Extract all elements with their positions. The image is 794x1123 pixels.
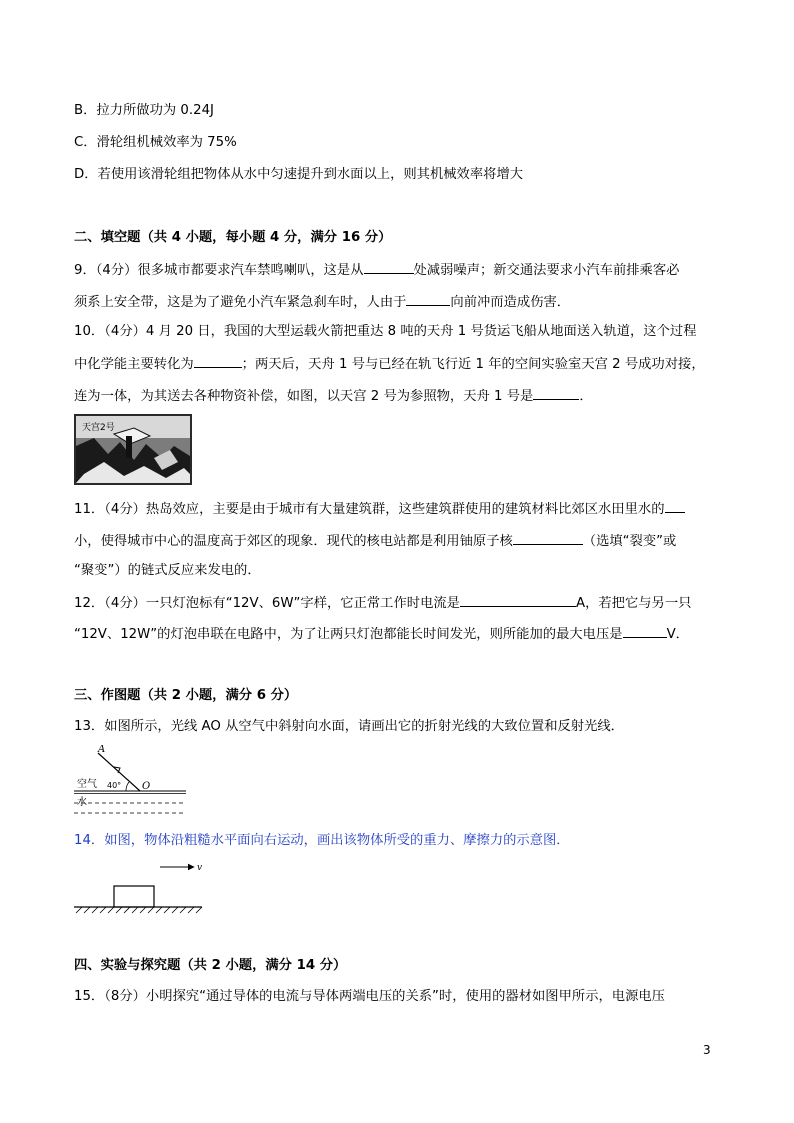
q11-line1 bbox=[74, 498, 685, 520]
section2-heading: 二、填空题（共 4 小题，每小题 4 分，满分 16 分） bbox=[74, 230, 392, 245]
q11-line3: “聚变”）的链式反应来发电的． bbox=[74, 563, 261, 578]
q11-blank-2 bbox=[513, 530, 583, 545]
point-o-label: O bbox=[142, 781, 151, 792]
option-c: C．滑轮组机械效率为 75% bbox=[74, 135, 237, 150]
q15-text: 15．（8分）小明探究“通过导体的电流与导体两端电压的关系”时，使用的器材如图甲所示，电源电压 bbox=[74, 989, 665, 1004]
q11-line2 bbox=[74, 530, 676, 552]
q13-text: 13．如图所示，光线 AO 从空气中斜射向水面，请画出它的折射光线的大致位置和反射光线． bbox=[74, 719, 624, 734]
q13-figure bbox=[74, 745, 186, 817]
arrow-right-icon bbox=[188, 864, 194, 870]
q12-text-d: V． bbox=[666, 627, 689, 642]
q10-line3 bbox=[74, 385, 593, 407]
page-number: 3 bbox=[703, 1043, 711, 1057]
q10-line1: 10．（4分）4 月 20 日，我国的大型运载火箭把重达 8 吨的天舟 1 号货运飞船从地面送入轨道，这个过程 bbox=[74, 324, 697, 339]
q9-blank-1 bbox=[364, 259, 414, 274]
q10-blank-2 bbox=[533, 385, 579, 400]
q11-blank-1 bbox=[665, 498, 685, 513]
option-b: B．拉力所做功为 0.24J bbox=[74, 103, 214, 118]
velocity-label: v bbox=[197, 863, 203, 873]
option-d: D．若使用该滑轮组把物体从水中匀速提升到水面以上，则其机械效率将增大 bbox=[74, 167, 524, 182]
water-label: 水 bbox=[77, 797, 87, 808]
block bbox=[114, 886, 154, 907]
q10-text-d: ． bbox=[579, 389, 593, 404]
q9-text-b: 处减弱噪声；新交通法要求小汽车前排乘客必 bbox=[413, 263, 680, 278]
q10-text-c: 连为一体，为其送去各种物资补偿，如图，以天宫 2 号为参照物，天舟 1 号是 bbox=[74, 389, 534, 404]
q12-line2 bbox=[74, 623, 689, 645]
q9-line1 bbox=[74, 259, 679, 281]
angle-arc bbox=[126, 782, 129, 791]
q12-text-b: A，若把它与另一只 bbox=[575, 596, 692, 611]
q9-text-d: 向前冲而造成伤害． bbox=[450, 295, 571, 310]
ground-hatch bbox=[76, 907, 202, 913]
q12-line1 bbox=[74, 592, 691, 614]
q14-figure bbox=[74, 857, 204, 915]
q11-text-b: 小，使得城市中心的温度高于郊区的现象．现代的核电站都是利用铀原子核 bbox=[74, 534, 513, 549]
air-label: 空气 bbox=[77, 779, 97, 790]
q10-blank-1 bbox=[194, 353, 242, 368]
q10-line2 bbox=[74, 353, 705, 375]
tiangong-label: 天宫2号 bbox=[82, 423, 115, 433]
q12-blank-2 bbox=[623, 623, 667, 638]
light-refraction-diagram bbox=[74, 745, 186, 817]
q11-text-c: （选填“裂变”或 bbox=[582, 534, 677, 549]
spacecraft-photo-icon bbox=[74, 414, 192, 485]
section3-heading: 三、作图题（共 2 小题，满分 6 分） bbox=[74, 688, 298, 703]
q11-text-a: 11．（4分）热岛效应，主要是由于城市有大量建筑群，这些建筑群使用的建筑材料比郊区水田里水的 bbox=[74, 502, 665, 517]
q12-text-a: 12．（4分）一只灯泡标有“12V、6W”字样，它正常工作时电流是 bbox=[74, 596, 460, 611]
q9-text-c: 须系上安全带，这是为了避免小汽车紧急刹车时，人由于 bbox=[74, 295, 407, 310]
q12-blank-1 bbox=[460, 592, 576, 607]
q9-blank-2 bbox=[406, 291, 450, 306]
q10-text-a: 中化学能主要转化为 bbox=[74, 357, 194, 372]
q10-photo bbox=[74, 414, 192, 485]
q9-line2 bbox=[74, 291, 570, 313]
point-a-label: A bbox=[98, 745, 106, 755]
q14-text: 14．如图，物体沿粗糙水平面向右运动，画出该物体所受的重力、摩擦力的示意图． bbox=[74, 833, 570, 848]
q10-text-b: ；两天后，天舟 1 号与已经在轨飞行近 1 年的空间实验室天宫 2 号成功对接， bbox=[241, 357, 705, 372]
angle-label: 40° bbox=[107, 781, 122, 790]
block-on-surface-diagram bbox=[74, 857, 204, 915]
section4-heading: 四、实验与探究题（共 2 小题，满分 14 分） bbox=[74, 958, 347, 973]
q9-text-a: 9．（4分）很多城市都要求汽车禁鸣喇叭，这是从 bbox=[74, 263, 364, 278]
q12-text-c: “12V、12W”的灯泡串联在电路中，为了让两只灯泡都能长时间发光，则所能加的最大电压是 bbox=[74, 627, 623, 642]
